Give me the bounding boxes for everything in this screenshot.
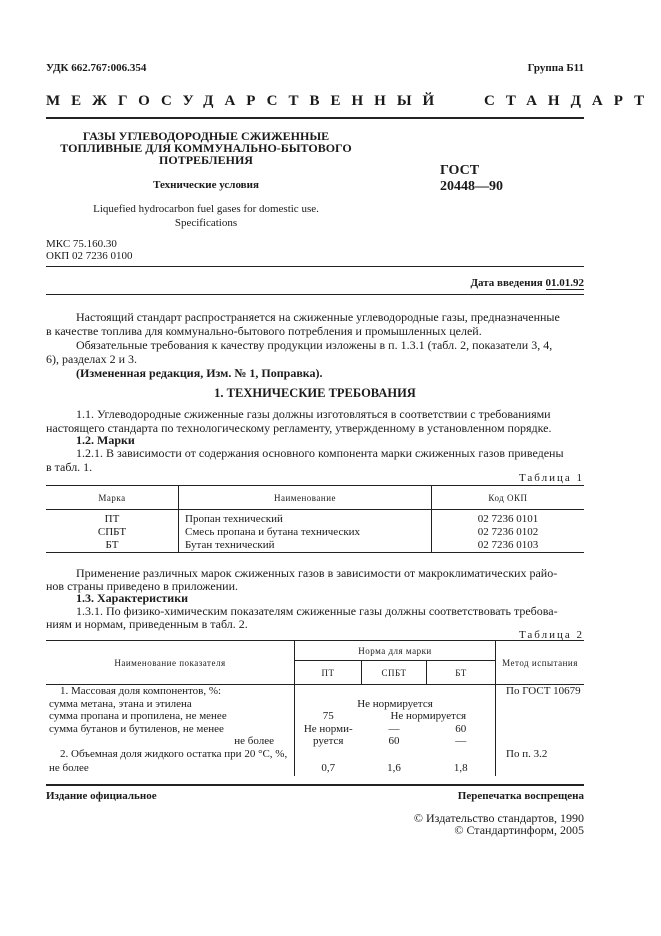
- amendment-note: (Измененная редакция, Изм. № 1, Поправка).: [76, 366, 323, 380]
- table-row: [46, 735, 584, 748]
- table1-header-okp: Код ОКП: [432, 486, 585, 510]
- banner-right: СТАНДАРТ: [484, 93, 656, 109]
- paragraph: нов страны приведено в приложении.: [46, 579, 238, 593]
- english-title-line-1: Liquefied hydrocarbon fuel gases for domestic use.: [93, 203, 319, 215]
- copyright: [414, 812, 584, 836]
- cell-spbt: 1,6: [387, 762, 401, 774]
- cell-mark: СПБТ: [97, 526, 127, 538]
- table-row: [46, 685, 584, 698]
- paragraph: в табл. 1.: [46, 460, 93, 474]
- copyright-line-1: © Издательство стандартов, 1990: [413, 811, 584, 825]
- divider: [46, 294, 584, 295]
- cell-mark: ПТ: [104, 513, 120, 525]
- table2-header-pt: ПТ: [295, 661, 362, 685]
- gost-designation: [440, 163, 503, 195]
- cell-name: 2. Объемная доля жидкого остатка при 20 °С, %,: [60, 747, 288, 760]
- table-row: [46, 698, 584, 711]
- divider: [46, 117, 584, 119]
- udk-code: УДК 662.767:006.354: [46, 62, 147, 74]
- introduction-date: [470, 276, 584, 290]
- english-title-line-2: Specifications: [174, 217, 238, 229]
- gost-number: 20448—90: [440, 179, 503, 194]
- english-title: [46, 202, 366, 230]
- cell-norm: Не нормируется: [390, 710, 467, 722]
- cell-name: Смесь пропана и бутана технических: [179, 526, 432, 539]
- cell-pt: 75: [295, 710, 362, 723]
- subsection-heading: 1.2. Марки: [76, 433, 135, 447]
- table2-header-method: Метод испытания: [496, 641, 585, 685]
- cell-bt: 60: [455, 722, 467, 735]
- cell-okp: 02 7236 0103: [432, 539, 585, 553]
- table1-caption: Таблица 1: [518, 472, 584, 484]
- section-heading: 1. ТЕХНИЧЕСКИЕ ТРЕБОВАНИЯ: [214, 386, 416, 400]
- mks-code: МКС 75.160.30: [46, 238, 117, 250]
- cell-name: сумма метана, этана и этилена: [49, 697, 192, 710]
- cell-name: сумма бутанов и бутиленов, не менее: [49, 722, 224, 735]
- table-row: [46, 723, 584, 736]
- cell-okp: 02 7236 0102: [432, 526, 585, 539]
- cell-method: По п. 3.2: [496, 748, 585, 761]
- table1-header-mark: Марка: [46, 486, 179, 510]
- cell-name: Пропан технический: [179, 510, 432, 527]
- table2-header-norm: Норма для марки: [295, 641, 496, 661]
- paragraph: ниям и нормам, приведенным в табл. 2.: [46, 617, 248, 631]
- cell-name: не более: [49, 762, 89, 774]
- cell-mark: БТ: [46, 539, 179, 553]
- cell-bt: —: [455, 735, 467, 747]
- table-1: [46, 485, 584, 553]
- cell-bt: 1,8: [453, 762, 468, 774]
- intro-date-label: Дата введения: [470, 277, 543, 289]
- banner-left: МЕЖГОСУДАРСТВЕННЫЙ: [46, 93, 446, 109]
- cell-name: 1. Массовая доля компонентов, %:: [60, 685, 222, 697]
- okp-code: ОКП 02 7236 0100: [46, 250, 133, 262]
- table-row: [46, 760, 584, 776]
- paragraph: Настоящий стандарт распространяется на сжиженные углеводородные газы, предназначенные: [76, 310, 560, 324]
- title-line-3: ПОТРЕБЛЕНИЯ: [159, 153, 253, 167]
- table1-header-name: Наименование: [179, 486, 432, 510]
- divider: [46, 266, 584, 267]
- divider: [46, 784, 584, 786]
- group-code: Группа Б11: [527, 62, 584, 74]
- document-title: [46, 130, 366, 166]
- cell-name: сумма пропана и пропилена, не менее: [49, 710, 227, 722]
- title-line-2: ТОПЛИВНЫЕ ДЛЯ КОММУНАЛЬНО-БЫТОВОГО: [60, 141, 352, 155]
- table2-header-bt: БТ: [427, 661, 496, 685]
- cell-okp: 02 7236 0101: [432, 510, 585, 527]
- intro-date-value: 01.01.92: [545, 277, 584, 289]
- cell-pt: 0,7: [295, 760, 362, 776]
- classification-codes: [46, 238, 132, 262]
- paragraph: 6), разделах 2 и 3.: [46, 352, 138, 366]
- title-line-1: ГАЗЫ УГЛЕВОДОРОДНЫЕ СЖИЖЕННЫЕ: [82, 129, 330, 143]
- copyright-line-2: © Стандартинформ, 2005: [454, 823, 584, 837]
- paragraph: 1.2.1. В зависимости от содержания основного компонента марки сжиженных газов приведены: [76, 446, 564, 460]
- table-2: [46, 640, 584, 776]
- cell-pt: Не норми-: [295, 723, 362, 736]
- reprint-notice: Перепечатка воспрещена: [457, 790, 584, 802]
- paragraph: настоящего стандарта по технологическому регламенту, утвержденному в установленном порядке.: [46, 421, 552, 435]
- table2-caption: Таблица 2: [518, 629, 584, 641]
- paragraph: Применение различных марок сжиженных газов в зависимости от макроклиматических райо-: [76, 566, 558, 580]
- gost-label: ГОСТ: [440, 163, 480, 178]
- table-row: [46, 526, 584, 539]
- paragraph: в качестве топлива для коммунально-бытового потребления и промышленных целей.: [46, 324, 482, 338]
- cell-name: Бутан технический: [179, 539, 432, 553]
- subsection-heading: 1.3. Характеристики: [76, 591, 189, 605]
- table-row: [46, 748, 584, 761]
- table-row: [46, 539, 584, 553]
- cell-spbt: 60: [388, 735, 400, 747]
- table2-header-spbt: СПБТ: [362, 661, 427, 685]
- cell-method: По ГОСТ 10679: [496, 685, 585, 698]
- cell-pt: руется: [295, 735, 362, 748]
- document-subtitle: Технические условия: [153, 179, 259, 191]
- paragraph: Обязательные требования к качеству продукции изложены в п. 1.3.1 (табл. 2, показатели 3, 4,: [76, 338, 553, 352]
- table2-header-name: Наименование показателя: [46, 641, 295, 685]
- cell-name: не более: [234, 735, 274, 747]
- cell-spbt: —: [388, 722, 400, 735]
- cell-norm: Не нормируется: [295, 698, 496, 711]
- paragraph: 1.3.1. По физико-химическим показателям сжиженные газы должны соответствовать требова-: [76, 604, 558, 618]
- official-edition: Издание официальное: [46, 790, 157, 802]
- table-row: [46, 510, 584, 527]
- paragraph: 1.1. Углеводородные сжиженные газы должны изготовляться в соответствии с требованиями: [76, 407, 551, 421]
- table-row: [46, 710, 584, 723]
